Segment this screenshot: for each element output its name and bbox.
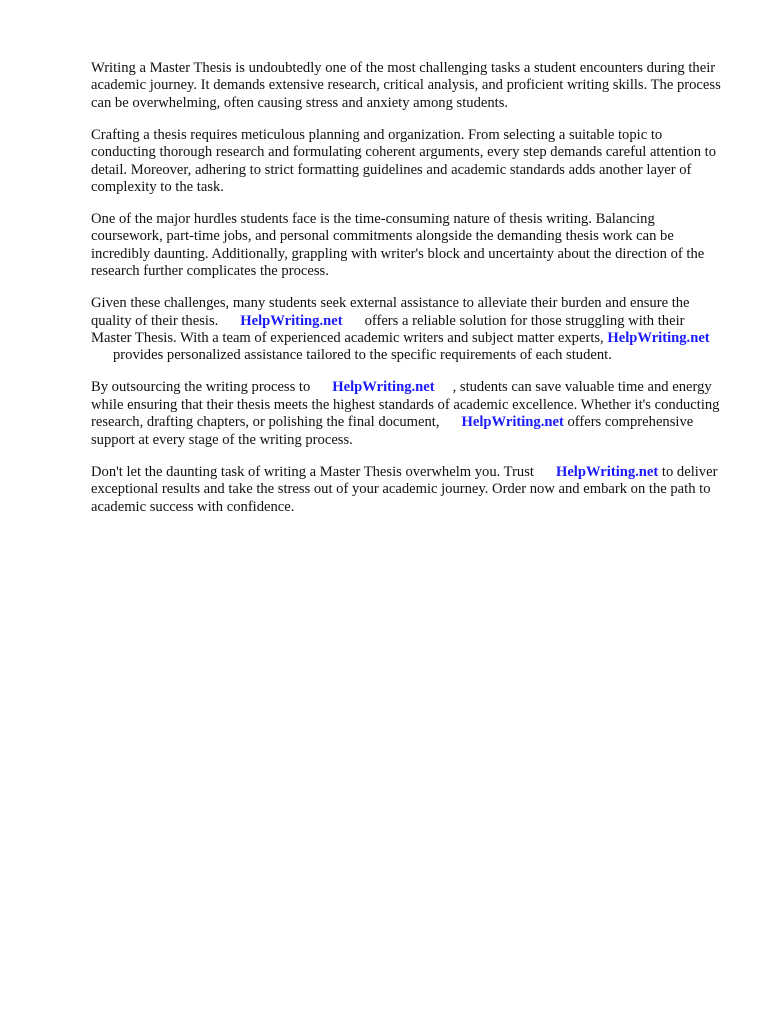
- paragraph-text: Given these challenges, many students seek external assistance to alleviate their burden and ensure the quality of their thesis.: [91, 295, 690, 329]
- paragraph-hurdles: [91, 211, 723, 281]
- paragraph-text: provides personalized assistance tailored to the specific requirements of each student.: [113, 347, 612, 364]
- helpwriting-link[interactable]: HelpWriting.net: [240, 312, 343, 329]
- helpwriting-link[interactable]: HelpWriting.net: [332, 379, 435, 396]
- paragraph-text: One of the major hurdles students face is the time-consuming nature of thesis writing. Balancing coursework, part-time jobs, and personal commitments alongside the demanding thesis work can be incredibly daunting. Additionally, grappling with writer's block and uncertainty about the direction of the research further complicates the process.: [91, 211, 705, 280]
- paragraph-text: By outsourcing the writing process to: [91, 379, 311, 396]
- paragraph-intro: [91, 60, 723, 112]
- paragraph-text: , students can save valuable time and energy while ensuring that their thesis meets the highest standards of academic excellence. Whether it's conducting research, drafting chapters, or polishing the final document,: [91, 379, 720, 431]
- helpwriting-link[interactable]: HelpWriting.net: [607, 330, 710, 347]
- paragraph-text: offers a reliable solution for those struggling with their Master Thesis. With a team of experienced academic writers and subject matter experts,: [91, 312, 685, 347]
- helpwriting-link[interactable]: HelpWriting.net: [555, 463, 659, 480]
- paragraph-challenges: [91, 295, 723, 365]
- paragraph-text: offers comprehensive support at every stage of the writing process.: [91, 414, 694, 448]
- helpwriting-link[interactable]: HelpWriting.net: [461, 414, 564, 431]
- paragraph-text: Writing a Master Thesis is undoubtedly one of the most challenging tasks a student encounters during their academic journey. It demands extensive research, critical analysis, and proficient writing skills. The process can be overwhelming, often causing stress and anxiety among students.: [91, 60, 721, 111]
- paragraph-text: to deliver exceptional results and take the stress out of your academic journey. Order now and embark on the path to academic success with confidence.: [91, 463, 718, 515]
- document-body: [91, 60, 723, 531]
- paragraph-text: Crafting a thesis requires meticulous planning and organization. From selecting a suitable topic to conducting thorough research and formulating coherent arguments, every step demands careful attention to detail. Moreover, adhering to strict formatting guidelines and academic standards adds another layer of complexity to the task.: [91, 126, 717, 196]
- paragraph-outsourcing: [91, 379, 723, 449]
- paragraph-text: Don't let the daunting task of writing a Master Thesis overwhelm you. Trust: [91, 463, 534, 480]
- paragraph-crafting: [91, 127, 723, 197]
- paragraph-conclusion: [91, 464, 723, 516]
